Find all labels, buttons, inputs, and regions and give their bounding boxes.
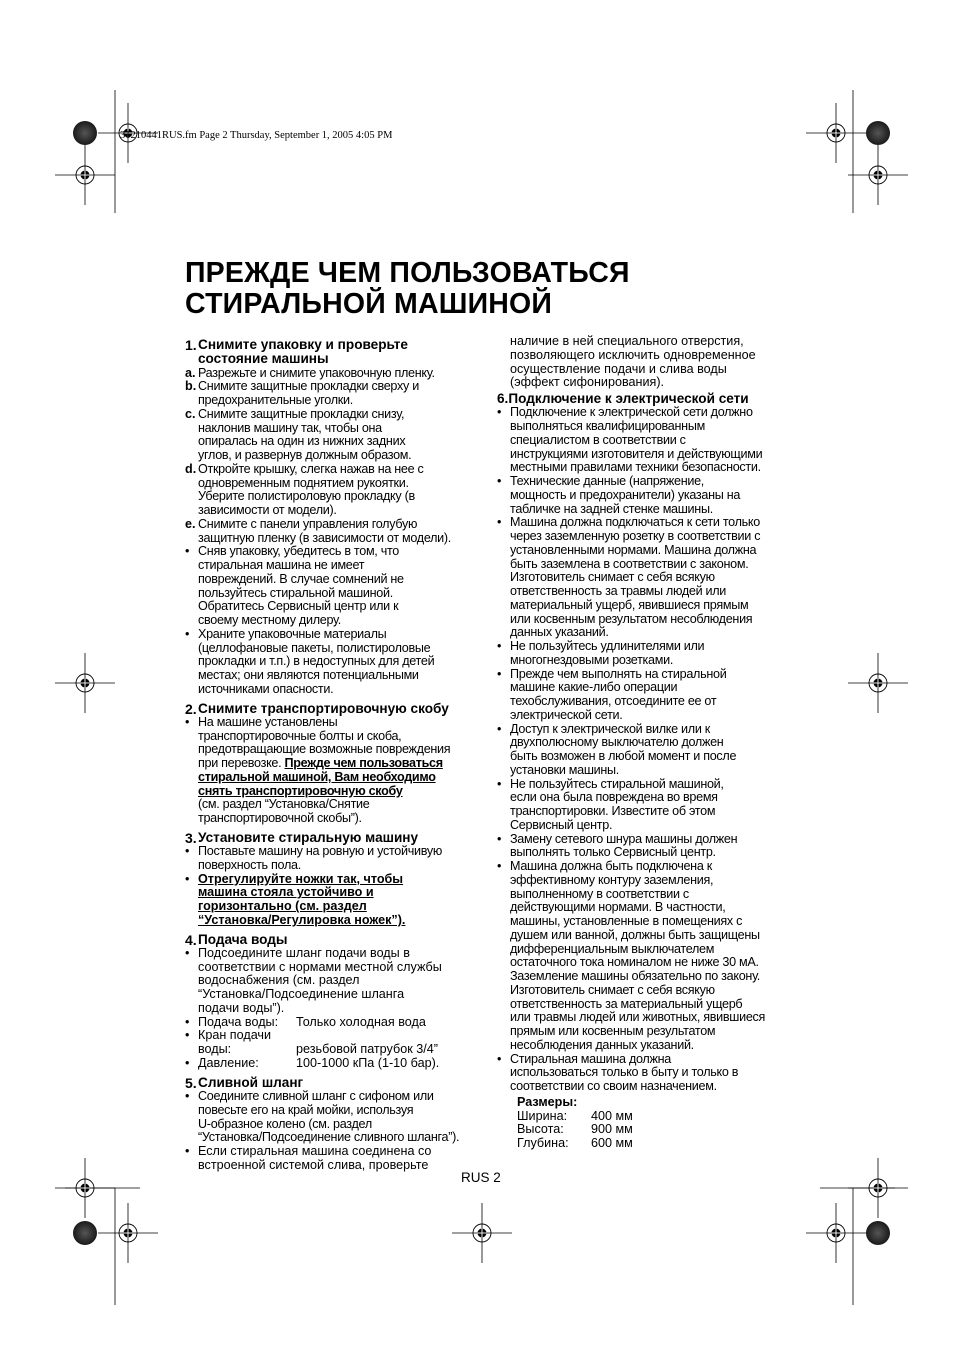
section-3-heading: 3. Установите стиральную машину [185,829,419,846]
crosshair-icon [55,653,115,713]
crosshair-icon [848,653,908,713]
list-item: e. Снимите с панели управления голубую защитную пленку (в зависимости от модели). [185,516,451,545]
right-column [497,335,789,1151]
registration-dot-icon [73,121,97,145]
list-item: • На машине установлены транспортировочные болты и скоба, предотвращающие возможные повреждения при перевозке. Прежде чем пользоваться стиральной машиной, Вам необходимо снять транспортировочную скобу (см. раздел “Установка/Снятие транспортировочной скобы”). [185,714,451,826]
list-item: • Если стиральная машина соединена со встроенной системой слива, проверьте [185,1144,432,1172]
section-4-heading: 4. Подача воды [185,931,288,948]
water-supply-row: • Подача воды: Только холодная вода [185,1014,426,1029]
continuation-text: наличие в ней специального отверстия, позволяющего исключить одновременное осуществление подачи и слива воды (эффект сифонирования). [510,334,756,390]
section-1-list [185,367,477,697]
list-item: a. Разрежьте и снимите упаковочную пленку. [185,365,435,380]
list-item: • Замену сетевого шнура машины должен выполнять только Сервисный центр. [497,831,738,860]
list-item: • Технические данные (напряжение, мощность и предохранители) указаны на табличке на задней стенке машины. [497,474,741,516]
list-item: • Соедините сливной шланг с сифоном или повесьте его на край мойки, используя U-образное колено (см. раздел “Установка/Подсоединение сливного шланга”). [185,1089,460,1145]
section-5-heading: 5. Сливной шланг [185,1074,304,1091]
list-item: • Поставьте машину на ровную и устойчивую поверхность пола. [185,844,442,872]
list-item: • Храните упаковочные материалы (целлофановые пакеты, полистироловые прокладки и т.п.) в недоступных для детей местах; они являются потенциальными источниками опасности. [185,626,435,696]
file-header: 31210441RUS.fm Page 2 Thursday, September 1, 2005 4:05 PM [120,130,393,141]
list-item: • Подключение к электрической сети должно выполняться квалифицированным специалистом в соответствии с инструкциями изготовителя и действующими местными правилами техники безопасности. [497,405,763,475]
list-item: • Не пользуйтесь удлинителями или многогнездовыми розетками. [497,639,705,667]
tap-row-cont: воды: резьбовой патрубок 3/4” [198,1042,438,1057]
crosshair-icon [848,145,908,205]
dimension-row: Глубина: 600 мм [517,1136,633,1151]
section-6-heading: 6. Подключение к электрической сети [497,391,749,406]
crosshair-icon [55,145,115,205]
section-1-heading: 1. Снимите упаковку и проверьте состояние машины [185,337,408,367]
dimensions-table [497,1096,789,1151]
list-item: • Сняв упаковку, убедитесь в том, что стиральная машина не имеет повреждений. В случае сомнений не пользуйтесь стиральной машиной. Обратитесь Сервисный центр или к своему местному дилеру. [185,544,404,628]
crosshair-icon [806,1203,866,1263]
dimension-row: Высота: 900 мм [517,1122,633,1137]
list-item: • Подсоедините шланг подачи воды в соответствии с нормами местной службы водоснабжения (см. раздел “Установка/Подсоединение шланга подачи воды”). [185,945,442,1015]
pressure-row: • Давление: 100-1000 кПа (1-10 бар). [185,1055,440,1070]
crosshair-icon [848,1158,908,1218]
list-item: • Стиральная машина должна использоваться только в быту и только в соответствии со своим назначением. [497,1051,739,1094]
left-column [185,335,477,1173]
dimension-row: Ширина: 400 мм [517,1108,633,1123]
section-6-list [497,406,789,1094]
list-item: • Машина должна быть подключена к эффективному контуру заземления, выполненному в соответствии с действующими нормами. В частности, машины, установленные в помещениях с душем или ванной, должны быть защищены дифференциальным выключателем остаточного тока номиналом не ниже 30 мА. Заземление машины обязательно по закону. Изготовитель снимает с себя всякую ответственность за материальный ущерб или травмы людей или животных, явившиеся прямым или косвенным результатом несоблюдения данных указаний. [497,859,766,1052]
crosshair-icon [452,1203,512,1263]
crosshair-icon [98,1203,158,1263]
list-item: • Отрегулируйте ножки так, чтобы машина стояла устойчиво и горизонтально (см. раздел “Установка/Регулировка ножек”). [185,871,406,927]
list-item: • Доступ к электрической вилке или к двухполюсному выключателю должен быть возможен в любой момент и после установки машины. [497,721,737,777]
registration-dot-icon [73,1221,97,1245]
list-item: • Прежде чем выполнять на стиральной машине какие-либо операции техобслуживания, отсоедините ее от электрической сети. [497,666,727,722]
registration-dot-icon [866,1221,890,1245]
list-item: • Машина должна подключаться к сети только через заземленную розетку в соответствии с установленными нормами. Машина должна быть заземлена в соответствии с законом. Изготовитель снимает с себя всякую ответственность за травмы людей или материальный ущерб, явившиеся прямым или косвенным результатом несоблюдения данных указаний. [497,515,761,640]
section-2-heading: 2. Снимите транспортировочную скобу [185,700,449,717]
dimensions-title: Размеры: [517,1094,578,1109]
list-item: • Не пользуйтесь стиральной машиной, если она была повреждена во время транспортировки. Известите об этом Сервисный центр. [497,776,724,832]
list-item: b. Снимите защитные прокладки сверху и предохранительные уголки. [185,379,419,408]
registration-dot-icon [866,121,890,145]
page-number: RUS 2 [461,1170,501,1185]
tap-row: • Кран подачи [185,1028,272,1043]
crosshair-icon [806,103,866,163]
page-title: ПРЕЖДЕ ЧЕМ ПОЛЬЗОВАТЬСЯ СТИРАЛЬНОЙ МАШИНОЙ [185,257,630,320]
list-item: d. Откройте крышку, слегка нажав на нее с одновременным поднятием рукоятки. Уберите полистироловую прокладку (в зависимости от модели). [185,461,424,518]
list-item: c. Снимите защитные прокладки снизу, наклонив машину так, чтобы она опиралась на один из нижних задних углов, и развернув должным образом. [185,406,412,463]
crosshair-icon [55,1158,115,1218]
